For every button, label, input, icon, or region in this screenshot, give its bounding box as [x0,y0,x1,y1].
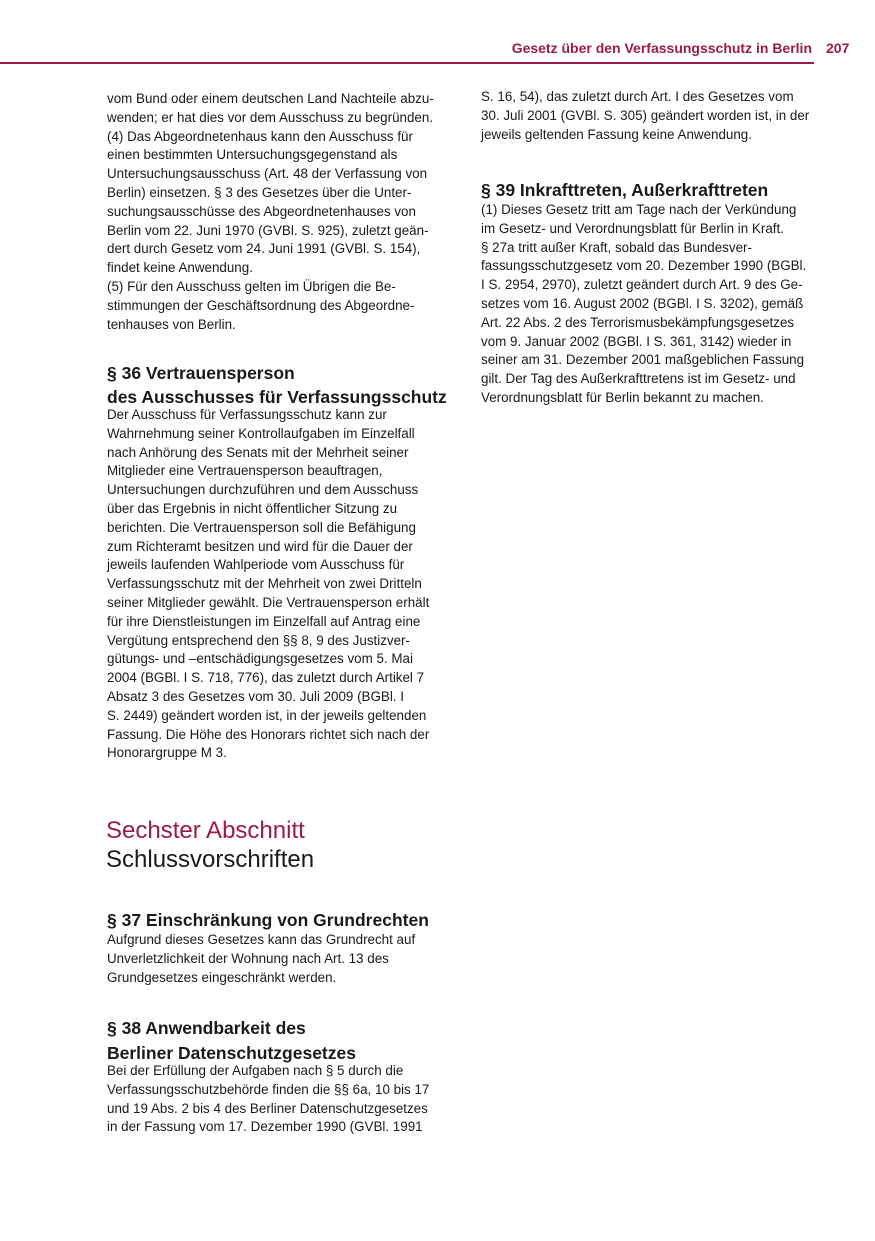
text-line: wenden; er hat dies vor dem Ausschuss zu begründen. [107,109,434,125]
text-line: in der Fassung vom 17. Dezember 1990 (GVBl. 1991 [107,1119,423,1135]
text-line: suchungsausschüsse des Abgeordnetenhauses von [107,203,416,219]
text-line: 30. Juli 2001 (GVBl. S. 305) geändert worden ist, in der [481,107,810,123]
text-line: seiner Mitglieder gewählt. Die Vertrauensperson erhält [107,594,430,610]
text-line: findet keine Anwendung. [107,260,253,276]
section-38-body [107,1062,429,1137]
text-line: setzes vom 16. August 2002 (BGBl. I S. 3202), gemäß [481,295,804,311]
text-line: Wahrnehmung seiner Kontrollaufgaben im Einzelfall [107,425,415,441]
text-line: fassungsschutzgesetz vom 20. Dezember 1990 (BGBl. [481,258,807,274]
section-37-heading: § 37 Einschränkung von Grundrechten [107,910,429,930]
text-line: dert durch Gesetz vom 24. Juni 1991 (GVBl. S. 154), [107,241,421,257]
text-line: Honorargruppe M 3. [107,745,227,761]
text-line: 2004 (BGBl. I S. 718, 776), das zuletzt durch Artikel 7 [107,670,425,686]
section-38-heading-line1: § 38 Anwendbarkeit des [107,1018,306,1038]
text-line: vom Bund oder einem deutschen Land Nachteile abzu- [107,91,434,106]
text-line: stimmungen der Geschäftsordnung des Abgeordne- [107,297,415,313]
text-line: (5) Für den Ausschuss gelten im Übrigen die Be- [107,278,396,294]
text-line: Untersuchungen durchzuführen und dem Ausschuss [107,482,419,498]
text-line: Verfassungsschutzbehörde finden die §§ 6a, 10 bis 17 [107,1081,430,1097]
text-line: im Gesetz- und Verordnungsblatt für Berlin in Kraft. [481,220,784,236]
header-title: Gesetz über den Verfassungsschutz in Berlin [511,40,812,56]
text-line: jeweils laufenden Wahlperiode vom Ausschuss für [107,557,405,573]
text-line: zum Richteramt besitzen und wird für die Dauer der [107,538,413,554]
section-36-heading-line1: § 36 Vertrauensperson [107,363,295,383]
text-line: Grundgesetzes eingeschränkt werden. [107,969,337,985]
text-line: für ihre Dienstleistungen im Einzelfall auf Antrag eine [107,613,421,629]
text-line: (4) Das Abgeordnetenhaus kann den Ausschuss für [107,128,413,144]
section-39-body [481,201,806,408]
text-line: Aufgrund dieses Gesetzes kann das Grundrecht auf [107,932,416,947]
text-line: seiner am 31. Dezember 2001 maßgeblichen Fassung [481,352,805,368]
text-line: und 19 Abs. 2 bis 4 des Berliner Datenschutzgesetzes [107,1100,428,1116]
text-line: vom 9. Januar 2002 (BGBl. I S. 361, 3142) wieder in [481,333,792,349]
left-continuation-text [107,90,434,334]
section-38-heading-line2: Berliner Datenschutzgesetzes [107,1043,356,1063]
text-line: (1) Dieses Gesetz tritt am Tage nach der Verkündung [481,202,797,217]
text-line: Untersuchungsausschuss (Art. 48 der Verfassung von [107,166,428,182]
text-line: Bei der Erfüllung der Aufgaben nach § 5 durch die [107,1063,404,1078]
text-line: gütungs- und –entschädigungsgesetzes vom 5. Mai [107,651,413,667]
text-line: Mitglieder eine Vertrauensperson beauftragen, [107,463,383,479]
text-line: § 27a tritt außer Kraft, sobald das Bundesver- [481,239,752,255]
text-line: Vergütung entsprechend den §§ 8, 9 des Justizver- [107,632,410,648]
text-line: nach Anhörung des Senats mit der Mehrheit seiner [107,444,409,460]
section-36-heading-line2: des Ausschusses für Verfassungsschutz [107,387,447,407]
text-line: gilt. Der Tag des Außerkrafttretens ist im Gesetz- und [481,371,796,387]
section-36-body [107,406,429,763]
chapter-label: Sechster Abschnitt [106,817,305,844]
chapter-title: Schlussvorschriften [106,846,315,873]
text-line: jeweils geltenden Fassung keine Anwendung. [481,126,752,142]
text-line: berichten. Die Vertrauensperson soll die Befähigung [107,519,416,535]
text-line: einen bestimmten Untersuchungsgegenstand als [107,147,398,163]
section-39-heading: § 39 Inkrafttreten, Außerkrafttreten [481,180,769,200]
text-line: Fassung. Die Höhe des Honorars richtet sich nach der [107,726,430,742]
text-line: S. 2449) geändert worden ist, in der jeweils geltenden [107,707,427,723]
text-line: S. 16, 54), das zuletzt durch Art. I des Gesetzes vom [481,89,794,104]
text-line: Der Ausschuss für Verfassungsschutz kann zur [107,407,387,422]
text-line: Verfassungsschutz mit der Mehrheit von zwei Dritteln [107,576,422,592]
text-line: Berlin) einsetzen. § 3 des Gesetzes über die Unter- [107,184,412,200]
right-continuation-text [481,88,809,144]
page-number: 207 [826,40,850,56]
text-line: I S. 2954, 2970), zuletzt geändert durch Art. 9 des Ge- [481,277,803,293]
text-line: Berlin vom 22. Juni 1970 (GVBl. S. 925), zuletzt geän- [107,222,429,238]
text-line: Absatz 3 des Gesetzes vom 30. Juli 2009 (BGBl. I [107,688,404,704]
text-line: Unverletzlichkeit der Wohnung nach Art. 13 des [107,950,389,966]
header-rule [0,62,814,64]
text-line: Verordnungsblatt für Berlin bekannt zu machen. [481,389,764,405]
text-line: über das Ergebnis in nicht öffentlicher Sitzung zu [107,500,398,516]
text-line: Art. 22 Abs. 2 des Terrorismusbekämpfungsgesetzes [481,314,795,330]
section-37-body [107,931,415,987]
text-line: tenhauses von Berlin. [107,316,236,332]
